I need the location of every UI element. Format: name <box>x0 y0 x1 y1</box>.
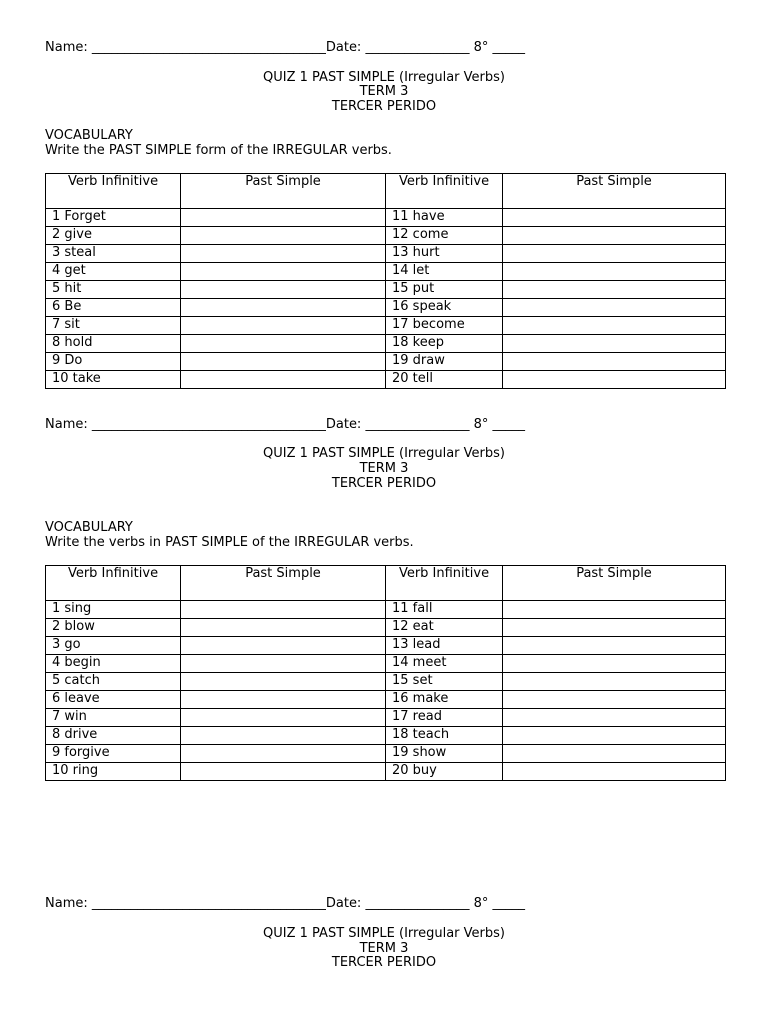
past-simple-answer-cell[interactable] <box>503 637 726 655</box>
quiz-term: TERM 3 <box>359 84 409 99</box>
table-row <box>46 601 726 619</box>
verb-infinitive-cell: 10 take <box>46 371 181 389</box>
verb-infinitive-cell: 6 Be <box>46 299 181 317</box>
past-simple-answer-cell[interactable] <box>503 263 726 281</box>
past-simple-answer-cell[interactable] <box>503 281 726 299</box>
verb-infinitive-cell: 20 tell <box>386 371 503 389</box>
verb-infinitive-cell: 14 let <box>386 263 503 281</box>
table-row <box>46 263 726 281</box>
table-row <box>46 709 726 727</box>
past-simple-header: Past Simple <box>503 174 726 209</box>
past-simple-answer-cell[interactable] <box>503 353 726 371</box>
table-row <box>46 619 726 637</box>
past-simple-answer-cell[interactable] <box>181 317 386 335</box>
past-simple-answer-cell[interactable] <box>181 709 386 727</box>
verb-infinitive-cell: 7 win <box>46 709 181 727</box>
verb-infinitive-cell: 11 have <box>386 209 503 227</box>
past-simple-answer-cell[interactable] <box>503 763 726 781</box>
verb-infinitive-cell: 17 read <box>386 709 503 727</box>
verb-infinitive-cell: 15 put <box>386 281 503 299</box>
verb-table <box>45 565 726 781</box>
past-simple-answer-cell[interactable] <box>181 281 386 299</box>
verb-infinitive-cell: 16 make <box>386 691 503 709</box>
past-simple-answer-cell[interactable] <box>503 673 726 691</box>
past-simple-answer-cell[interactable] <box>181 601 386 619</box>
past-simple-answer-cell[interactable] <box>503 601 726 619</box>
section-heading: VOCABULARY <box>45 520 133 535</box>
past-simple-answer-cell[interactable] <box>503 245 726 263</box>
verb-infinitive-cell: 4 get <box>46 263 181 281</box>
verb-infinitive-cell: 8 drive <box>46 727 181 745</box>
verb-infinitive-cell: 18 teach <box>386 727 503 745</box>
quiz-term: TERM 3 <box>359 461 409 476</box>
name-date-line: Name: ____________________________________Date: ________________ 8° _____ <box>45 417 525 432</box>
past-simple-answer-cell[interactable] <box>503 317 726 335</box>
table-row <box>46 281 726 299</box>
verb-infinitive-cell: 5 hit <box>46 281 181 299</box>
past-simple-answer-cell[interactable] <box>181 245 386 263</box>
verb-infinitive-cell: 19 show <box>386 745 503 763</box>
table-row <box>46 655 726 673</box>
verb-infinitive-cell: 12 come <box>386 227 503 245</box>
past-simple-answer-cell[interactable] <box>181 371 386 389</box>
verb-infinitive-cell: 17 become <box>386 317 503 335</box>
verb-infinitive-cell: 1 Forget <box>46 209 181 227</box>
table-row <box>46 317 726 335</box>
quiz-title: QUIZ 1 PAST SIMPLE (Irregular Verbs) <box>263 70 505 85</box>
verb-infinitive-cell: 4 begin <box>46 655 181 673</box>
past-simple-answer-cell[interactable] <box>181 353 386 371</box>
past-simple-answer-cell[interactable] <box>181 227 386 245</box>
past-simple-header: Past Simple <box>181 174 386 209</box>
verb-infinitive-cell: 15 set <box>386 673 503 691</box>
verb-infinitive-header: Verb Infinitive <box>46 174 181 209</box>
section-heading: VOCABULARY <box>45 128 133 143</box>
verb-infinitive-cell: 12 eat <box>386 619 503 637</box>
verb-table <box>45 173 726 389</box>
past-simple-answer-cell[interactable] <box>503 371 726 389</box>
past-simple-answer-cell[interactable] <box>181 335 386 353</box>
verb-infinitive-cell: 3 steal <box>46 245 181 263</box>
past-simple-answer-cell[interactable] <box>181 745 386 763</box>
instruction-text: Write the verbs in PAST SIMPLE of the IRREGULAR verbs. <box>45 535 414 550</box>
past-simple-answer-cell[interactable] <box>181 763 386 781</box>
table-row <box>46 245 726 263</box>
past-simple-answer-cell[interactable] <box>503 655 726 673</box>
past-simple-answer-cell[interactable] <box>503 227 726 245</box>
verb-infinitive-cell: 14 meet <box>386 655 503 673</box>
table-row <box>46 227 726 245</box>
quiz-title: QUIZ 1 PAST SIMPLE (Irregular Verbs) <box>263 446 505 461</box>
past-simple-answer-cell[interactable] <box>181 209 386 227</box>
verb-infinitive-cell: 9 forgive <box>46 745 181 763</box>
quiz-term: TERM 3 <box>359 941 409 956</box>
verb-infinitive-cell: 20 buy <box>386 763 503 781</box>
quiz-title: QUIZ 1 PAST SIMPLE (Irregular Verbs) <box>263 926 505 941</box>
past-simple-answer-cell[interactable] <box>181 619 386 637</box>
name-date-line: Name: ____________________________________Date: ________________ 8° _____ <box>45 40 525 55</box>
verb-infinitive-cell: 13 lead <box>386 637 503 655</box>
verb-infinitive-header: Verb Infinitive <box>386 174 503 209</box>
table-row <box>46 763 726 781</box>
quiz-period: TERCER PERIDO <box>331 476 437 491</box>
past-simple-answer-cell[interactable] <box>181 637 386 655</box>
verb-infinitive-cell: 16 speak <box>386 299 503 317</box>
verb-infinitive-cell: 8 hold <box>46 335 181 353</box>
past-simple-header: Past Simple <box>503 566 726 601</box>
past-simple-answer-cell[interactable] <box>503 727 726 745</box>
table-row <box>46 727 726 745</box>
past-simple-answer-cell[interactable] <box>181 655 386 673</box>
table-row <box>46 335 726 353</box>
name-date-line: Name: ____________________________________Date: ________________ 8° _____ <box>45 896 525 911</box>
past-simple-answer-cell[interactable] <box>181 673 386 691</box>
verb-infinitive-cell: 11 fall <box>386 601 503 619</box>
verb-infinitive-header: Verb Infinitive <box>386 566 503 601</box>
past-simple-answer-cell[interactable] <box>181 691 386 709</box>
verb-infinitive-header: Verb Infinitive <box>46 566 181 601</box>
verb-infinitive-cell: 19 draw <box>386 353 503 371</box>
verb-infinitive-cell: 1 sing <box>46 601 181 619</box>
table-row <box>46 745 726 763</box>
past-simple-answer-cell[interactable] <box>181 263 386 281</box>
table-row <box>46 209 726 227</box>
table-row <box>46 637 726 655</box>
past-simple-answer-cell[interactable] <box>503 691 726 709</box>
past-simple-answer-cell[interactable] <box>503 745 726 763</box>
past-simple-answer-cell[interactable] <box>503 335 726 353</box>
past-simple-header: Past Simple <box>181 566 386 601</box>
table-row <box>46 371 726 389</box>
quiz-period: TERCER PERIDO <box>331 955 437 970</box>
verb-infinitive-cell: 10 ring <box>46 763 181 781</box>
past-simple-answer-cell[interactable] <box>503 619 726 637</box>
instruction-text: Write the PAST SIMPLE form of the IRREGULAR verbs. <box>45 143 392 158</box>
verb-infinitive-cell: 13 hurt <box>386 245 503 263</box>
verb-infinitive-cell: 7 sit <box>46 317 181 335</box>
past-simple-answer-cell[interactable] <box>503 299 726 317</box>
table-row <box>46 673 726 691</box>
verb-infinitive-cell: 18 keep <box>386 335 503 353</box>
verb-infinitive-cell: 2 blow <box>46 619 181 637</box>
table-row <box>46 299 726 317</box>
table-row <box>46 691 726 709</box>
verb-infinitive-cell: 6 leave <box>46 691 181 709</box>
past-simple-answer-cell[interactable] <box>503 209 726 227</box>
past-simple-answer-cell[interactable] <box>181 299 386 317</box>
verb-infinitive-cell: 5 catch <box>46 673 181 691</box>
table-row <box>46 353 726 371</box>
past-simple-answer-cell[interactable] <box>503 709 726 727</box>
quiz-period: TERCER PERIDO <box>331 99 437 114</box>
past-simple-answer-cell[interactable] <box>181 727 386 745</box>
verb-infinitive-cell: 3 go <box>46 637 181 655</box>
verb-infinitive-cell: 9 Do <box>46 353 181 371</box>
verb-infinitive-cell: 2 give <box>46 227 181 245</box>
